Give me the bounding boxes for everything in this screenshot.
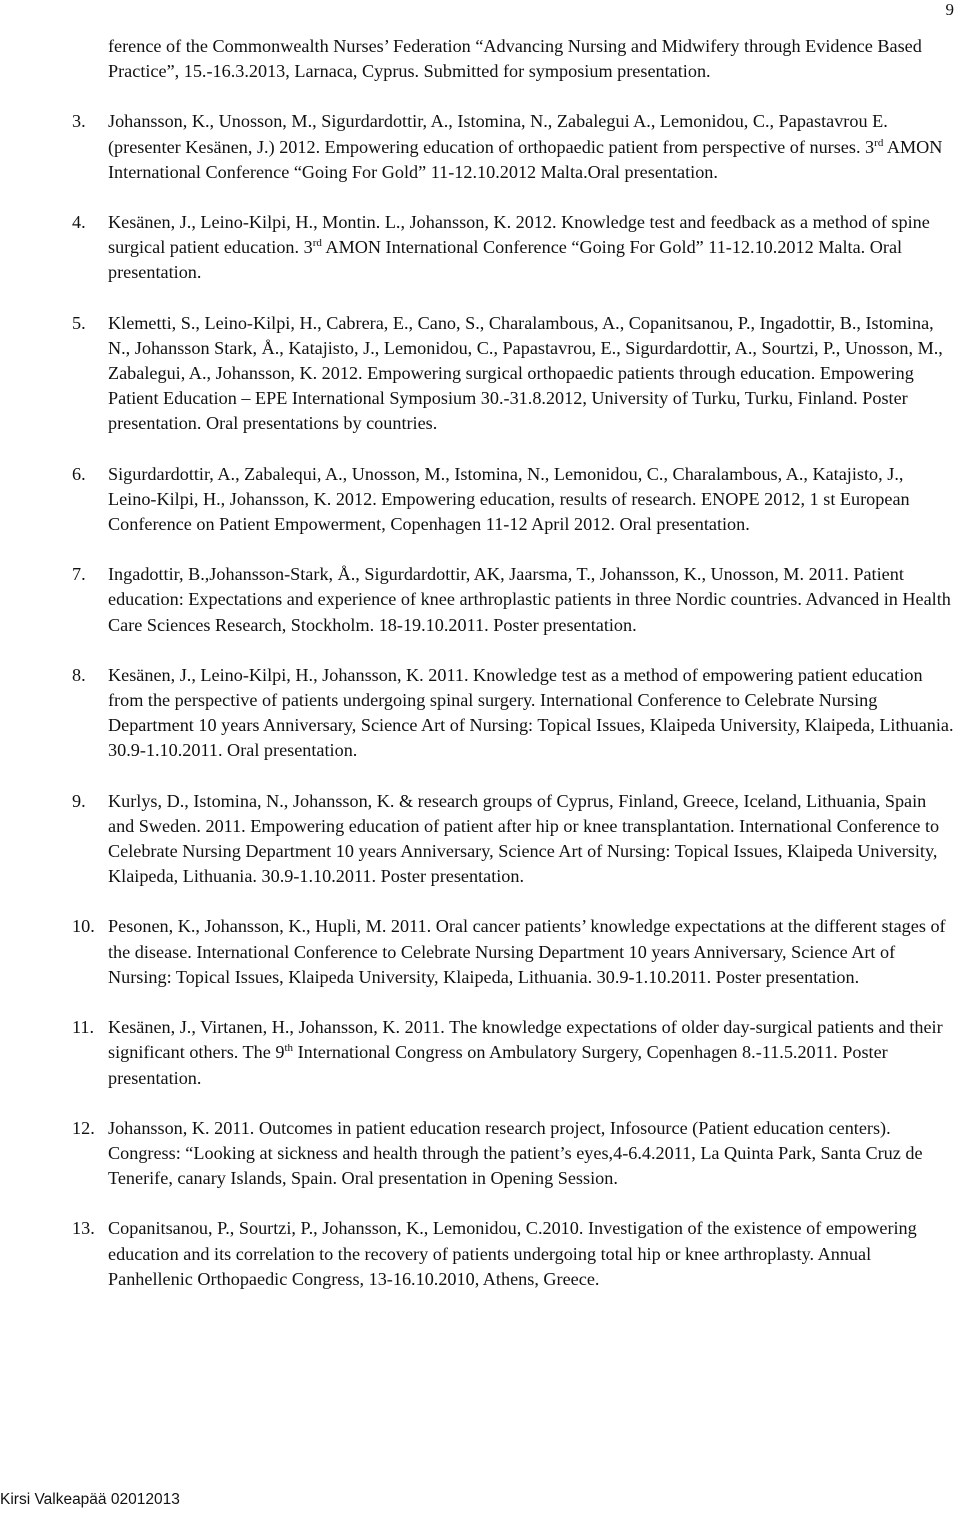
reference-text: Klemetti, S., Leino-Kilpi, H., Cabrera, E., Cano, S., Charalambous, A., Copanitsanou, P., Ingadottir, B., Istomina, N., Johansson Stark, Å., Katajisto, J., Lemonidou, C., Papastavrou, E., Sigurdardottir, A., Sourtzi, P., Unosson, M., Zabalegui, A., Johansson, K. 2012. Empowering surgical orthopaedic patients through education. Empowering Patient Education – EPE International Symposium 30.-31.8.2012, University of Turku, Turku, Finland. Poster presentation. Oral presentations by countries. [108,312,943,434]
reference-number: 8. [72,664,86,685]
reference-entry [72,311,956,437]
ordinal-suffix: rd [312,237,322,250]
reference-text: Pesonen, K., Johansson, K., Hupli, M. 2011. Oral cancer patients’ knowledge expectations at the different stages of the disease. International Conference to Celebrate Nursing Department 10 years Anniversary, Science Art of Nursing: Topical Issues, Klaipeda University, Klaipeda, Lithuania. 30.9-1.10.2011. Poster presentation. [108,916,946,987]
reference-number: 5. [72,312,86,333]
ordinal-suffix: rd [874,136,884,149]
reference-number: 11. [72,1017,95,1038]
reference-text: Kurlys, D., Istomina, N., Johansson, K. & research groups of Cyprus, Finland, Greece, Iceland, Lithuania, Spain and Sweden. 2011. Empowering education of patient after hip or knee transplantation. International Conference to Celebrate Nursing Department 10 years Anniversary, Science Art of Nursing: Topical Issues, Klaipeda University, Klaipeda, Lithuania. 30.9-1.10.2011. Poster presentation. [108,790,940,887]
reference-text: Johansson, K., Unosson, M., Sigurdardottir, A., Istomina, N., Zabalegui A., Lemonidou, C., Papastavrou E. (presenter Kesänen, J.) 2012. Empowering education of orthopaedic patient from perspective of nurses. 3rd AMON International Conference “Going For Gold” 11-12.10.2012 Malta.Oral presentation. [108,111,943,182]
reference-entry [72,562,956,638]
ordinal-suffix: th [284,1042,294,1055]
reference-entry [72,1216,956,1292]
reference-text: Sigurdardottir, A., Zabalequi, A., Unosson, M., Istomina, N., Lemonidou, C., Charalambous, A., Katajisto, J., Leino-Kilpi, H., Johansson, K. 2012. Empowering education, results of research. ENOPE 2012, 1 st European Conference on Patient Empowerment, Copenhagen 11-12 April 2012. Oral presentation. [108,463,910,535]
reference-entry [72,914,956,990]
reference-entry [72,789,956,890]
reference-text: Ingadottir, B.,Johansson-Stark, Å., Sigurdardottir, AK, Jaarsma, T., Johansson, K., Unosson, M. 2011. Patient education: Expectations and experience of knee arthroplastic patients in three Nordic countries. Advanced in Health Care Sciences Research, Stockholm. 18-19.10.2011. Poster presentation. [108,564,951,635]
document-footer: Kirsi Valkeapää 02012013 [0,1491,180,1508]
reference-text: Kesänen, J., Virtanen, H., Johansson, K. 2011. The knowledge expectations of older day-surgical patients and their significant others. The 9th International Congress on Ambulatory Surgery, Copenhagen 8.-11.5.2011. Poster presentation. [108,1017,943,1088]
reference-entry [72,462,956,538]
reference-number: 7. [72,564,86,585]
reference-entry [72,210,956,286]
reference-entry [72,109,956,185]
reference-number: 12. [72,1117,95,1138]
reference-text: Kesänen, J., Leino-Kilpi, H., Johansson, K. 2011. Knowledge test as a method of empowering patient education from the perspective of patients undergoing spinal surgery. International Conference to Celebrate Nursing Department 10 years Anniversary, Science Art of Nursing: Topical Issues, Klaipeda University, Klaipeda, Lithuania. 30.9-1.10.2011. Oral presentation. [108,664,954,761]
references-list [72,34,956,1292]
reference-text: Johansson, K. 2011. Outcomes in patient education research project, Infosource (Patient education centers). Congress: “Looking at sickness and health through the patient’s eyes,4-6.4.2011, La Quinta Park, Santa Cruz de Tenerife, canary Islands, Spain. Oral presentation in Opening Session. [108,1117,923,1189]
reference-number: 13. [72,1218,95,1239]
reference-number: 6. [72,463,86,484]
reference-entry [72,1116,956,1192]
reference-number: 10. [72,916,95,937]
page-number: 9 [945,0,954,19]
continued-reference-text: ference of the Commonwealth Nurses’ Federation “Advancing Nursing and Midwifery through Evidence Based Practice”, 15.-16.3.2013, Larnaca, Cyprus. Submitted for symposium presentation. [108,36,922,82]
reference-text: Kesänen, J., Leino-Kilpi, H., Montin. L., Johansson, K. 2012. Knowledge test and feedback as a method of spine surgical patient education. 3rd AMON International Conference “Going For Gold” 11-12.10.2012 Malta. Oral presentation. [108,212,930,283]
reference-entry [72,663,956,764]
reference-entry [72,1015,956,1091]
reference-number: 4. [72,212,86,233]
reference-number: 9. [72,790,86,811]
reference-number: 3. [72,111,86,132]
reference-text: Copanitsanou, P., Sourtzi, P., Johansson, K., Lemonidou, C.2010. Investigation of the existence of empowering education and its correlation to the recovery of patients undergoing total hip or knee arthroplasty. Annual Panhellenic Orthopaedic Congress, 13-16.10.2010, Athens, Greece. [108,1218,917,1289]
